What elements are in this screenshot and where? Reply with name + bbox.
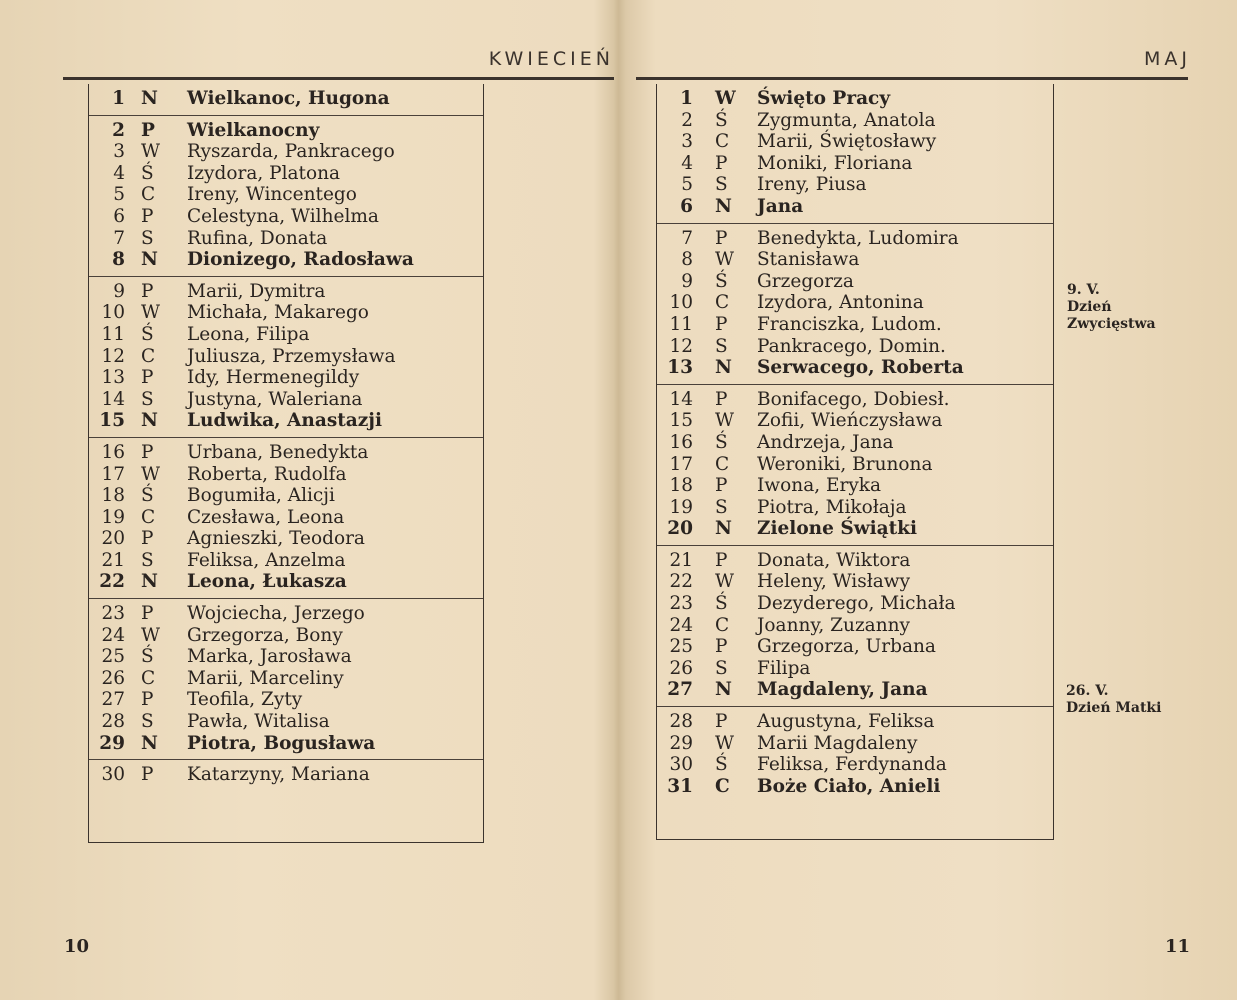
day-of-week: P — [715, 711, 728, 733]
day-of-week: P — [715, 388, 728, 410]
day-of-week: P — [141, 367, 154, 389]
day-of-week: S — [141, 711, 154, 733]
day-number: 5 — [681, 174, 693, 196]
day-row — [657, 314, 1053, 336]
day-of-week: N — [141, 88, 158, 109]
day-number: 27 — [667, 679, 693, 701]
name-days: Zofii, Wieńczysława — [757, 410, 943, 432]
day-row — [657, 550, 1053, 572]
day-row — [89, 442, 483, 464]
day-of-week: C — [715, 614, 730, 636]
week-block — [657, 707, 1053, 802]
name-days: Dionizego, Radosława — [187, 249, 414, 271]
day-of-week: S — [141, 227, 154, 249]
name-days: Benedykta, Ludomira — [757, 227, 959, 249]
day-row — [657, 174, 1053, 196]
day-of-week: N — [141, 410, 158, 432]
day-of-week: Ś — [715, 431, 728, 453]
day-number: 17 — [101, 463, 125, 485]
day-number: 26 — [669, 657, 693, 679]
name-days: Święto Pracy — [757, 88, 891, 109]
header-rule — [63, 77, 614, 80]
day-of-week: W — [715, 732, 735, 754]
day-number: 12 — [669, 335, 693, 357]
day-of-week: S — [141, 549, 154, 571]
day-of-week: S — [715, 496, 728, 518]
day-of-week: N — [715, 679, 732, 701]
week-block — [657, 385, 1053, 546]
day-of-week: P — [141, 689, 154, 711]
day-number: 4 — [113, 162, 125, 184]
day-number: 20 — [101, 528, 125, 550]
day-of-week: P — [715, 636, 728, 658]
day-of-week: N — [141, 249, 158, 271]
day-row — [657, 153, 1053, 175]
day-number: 21 — [101, 549, 125, 571]
week-block — [89, 438, 483, 599]
name-days: Ryszarda, Pankracego — [187, 141, 395, 163]
day-row — [89, 603, 483, 625]
day-of-week: C — [141, 667, 156, 689]
name-days: Bonifacego, Dobiesł. — [757, 388, 950, 410]
name-days: Michała, Makarego — [187, 302, 369, 324]
day-number: 1 — [112, 88, 125, 109]
day-number: 10 — [101, 302, 125, 324]
day-number: 13 — [667, 357, 693, 379]
day-of-week: C — [715, 292, 730, 314]
note-date: 9. V. — [1067, 282, 1100, 298]
day-row — [89, 367, 483, 389]
day-number: 15 — [99, 410, 125, 432]
holiday-note-mothers-day — [1066, 683, 1161, 717]
week-block — [89, 84, 483, 116]
day-row — [657, 389, 1053, 411]
day-number: 23 — [101, 603, 125, 625]
day-of-week: W — [141, 302, 161, 324]
day-of-week: C — [141, 506, 156, 528]
day-number: 7 — [113, 227, 125, 249]
day-of-week: S — [715, 657, 728, 679]
day-row — [657, 410, 1053, 432]
name-days: Marii Magdaleny — [757, 732, 918, 754]
day-of-week: P — [141, 119, 155, 141]
name-days: Wielkanoc, Hugona — [187, 88, 390, 109]
day-number: 19 — [101, 506, 125, 528]
day-number: 19 — [669, 496, 693, 518]
name-days: Roberta, Rudolfa — [187, 463, 347, 485]
day-row — [89, 571, 483, 593]
day-number: 2 — [681, 109, 693, 131]
day-row — [89, 302, 483, 324]
name-days: Franciszka, Ludom. — [757, 313, 942, 335]
day-of-week: W — [715, 410, 735, 432]
day-row — [657, 110, 1053, 132]
name-days: Boże Ciało, Anieli — [757, 775, 941, 797]
day-row — [657, 571, 1053, 593]
name-days: Iwona, Eryka — [757, 475, 882, 497]
name-days: Juliusza, Przemysława — [187, 345, 396, 367]
day-of-week: N — [715, 518, 732, 540]
name-days: Marii, Marceliny — [187, 667, 344, 689]
day-number: 5 — [113, 184, 125, 206]
name-days: Teofila, Zyty — [187, 689, 303, 711]
name-days: Ireny, Wincentego — [187, 184, 357, 206]
day-of-week: N — [141, 571, 158, 593]
name-days: Celestyna, Wilhelma — [187, 205, 379, 227]
day-number: 8 — [112, 249, 125, 271]
day-row — [657, 432, 1053, 454]
day-number: 30 — [669, 754, 693, 776]
note-date: 26. V. — [1066, 683, 1109, 699]
day-row — [89, 625, 483, 647]
day-of-week: P — [141, 603, 154, 625]
day-number: 24 — [669, 614, 693, 636]
day-number: 23 — [669, 593, 693, 615]
name-days: Weroniki, Brunona — [757, 453, 933, 475]
calendar-table — [88, 84, 484, 843]
name-days: Grzegorza, Urbana — [757, 636, 936, 658]
day-number: 21 — [669, 549, 693, 571]
day-row — [89, 464, 483, 486]
day-of-week: P — [715, 152, 728, 174]
day-number: 17 — [669, 453, 693, 475]
day-row — [657, 475, 1053, 497]
day-of-week: C — [715, 453, 730, 475]
day-number: 26 — [101, 667, 125, 689]
name-days: Serwacego, Roberta — [757, 357, 964, 379]
day-row — [657, 776, 1053, 798]
day-of-week: Ś — [715, 593, 728, 615]
name-days: Agnieszki, Teodora — [187, 528, 365, 550]
name-days: Dezyderego, Michała — [757, 593, 956, 615]
day-of-week: C — [715, 131, 730, 153]
name-days: Wojciecha, Jerzego — [187, 603, 365, 625]
day-number: 11 — [669, 313, 693, 335]
header-rule — [636, 77, 1188, 80]
day-row — [657, 357, 1053, 379]
day-of-week: C — [141, 184, 156, 206]
day-row — [89, 163, 483, 185]
day-row — [89, 184, 483, 206]
day-of-week: P — [715, 475, 728, 497]
week-block — [657, 224, 1053, 385]
day-row — [657, 733, 1053, 755]
day-of-week: N — [715, 357, 732, 379]
day-row — [657, 292, 1053, 314]
day-of-week: W — [715, 249, 735, 271]
name-days: Katarzyny, Mariana — [187, 764, 370, 786]
name-days: Grzegorza, Bony — [187, 624, 343, 646]
day-row — [657, 249, 1053, 271]
day-of-week: P — [715, 313, 728, 335]
day-number: 16 — [101, 441, 125, 463]
day-number: 15 — [669, 410, 693, 432]
day-of-week: W — [141, 463, 161, 485]
day-row — [89, 550, 483, 572]
day-of-week: P — [715, 227, 728, 249]
day-of-week: Ś — [141, 646, 154, 668]
name-days: Leona, Łukasza — [187, 571, 347, 593]
day-row — [657, 615, 1053, 637]
day-number: 14 — [101, 388, 125, 410]
day-number: 7 — [681, 227, 693, 249]
day-row — [89, 281, 483, 303]
name-days: Joanny, Zuzanny — [757, 614, 910, 636]
name-days: Filipa — [757, 657, 811, 679]
day-number: 2 — [112, 119, 125, 141]
name-days: Magdaleny, Jana — [757, 679, 928, 701]
week-block — [89, 760, 483, 791]
holiday-note-victory-day — [1067, 282, 1156, 333]
day-number: 6 — [113, 205, 125, 227]
day-row — [657, 711, 1053, 733]
day-number: 28 — [101, 711, 125, 733]
day-number: 10 — [669, 292, 693, 314]
day-number: 31 — [667, 775, 693, 797]
week-block — [89, 116, 483, 277]
day-of-week: N — [141, 732, 158, 754]
week-block — [89, 599, 483, 760]
day-number: 12 — [101, 345, 125, 367]
day-of-week: P — [141, 764, 154, 786]
day-of-week: P — [141, 441, 154, 463]
day-row — [657, 336, 1053, 358]
day-row — [89, 410, 483, 432]
day-row — [657, 636, 1053, 658]
day-row — [657, 228, 1053, 250]
day-row — [89, 764, 483, 786]
day-row — [89, 324, 483, 346]
note-text: Dzień — [1067, 299, 1112, 315]
day-of-week: S — [141, 388, 154, 410]
name-days: Moniki, Floriana — [757, 152, 913, 174]
name-days: Izydora, Antonina — [757, 292, 924, 314]
name-days: Heleny, Wisławy — [757, 571, 911, 593]
note-text: Dzień Matki — [1066, 700, 1162, 716]
day-of-week: W — [715, 88, 736, 109]
page-may — [620, 0, 1237, 1000]
day-of-week: C — [141, 345, 156, 367]
name-days: Piotra, Bogusława — [187, 732, 376, 754]
day-number: 1 — [680, 88, 693, 109]
name-days: Pawła, Witalisa — [187, 711, 330, 733]
day-of-week: W — [715, 571, 735, 593]
day-number: 25 — [101, 646, 125, 668]
week-list — [89, 84, 483, 791]
name-days: Leona, Filipa — [187, 323, 310, 345]
page-number: 11 — [1165, 936, 1191, 957]
name-days: Bogumiła, Alicji — [187, 485, 335, 507]
name-days: Pankracego, Domin. — [757, 335, 946, 357]
day-row — [657, 271, 1053, 293]
name-days: Grzegorza — [757, 270, 854, 292]
day-of-week: W — [141, 141, 161, 163]
day-row — [657, 88, 1053, 110]
day-number: 9 — [113, 280, 125, 302]
day-number: 25 — [669, 636, 693, 658]
day-row — [89, 346, 483, 368]
day-row — [657, 196, 1053, 218]
name-days: Feliksa, Ferdynanda — [757, 754, 947, 776]
day-row — [657, 518, 1053, 540]
name-days: Stanisława — [757, 249, 860, 271]
week-list — [657, 84, 1053, 802]
name-days: Rufina, Donata — [187, 227, 328, 249]
day-row — [89, 528, 483, 550]
week-block — [657, 546, 1053, 707]
name-days: Jana — [757, 195, 804, 217]
day-number: 6 — [680, 195, 693, 217]
name-days: Ireny, Piusa — [757, 174, 867, 196]
day-number: 29 — [669, 732, 693, 754]
day-row — [657, 679, 1053, 701]
day-row — [89, 646, 483, 668]
name-days: Justyna, Waleriana — [187, 388, 363, 410]
day-row — [657, 454, 1053, 476]
page-number: 10 — [64, 936, 90, 957]
name-days: Zielone Świątki — [757, 518, 918, 540]
day-of-week: Ś — [141, 323, 154, 345]
name-days: Izydora, Platona — [187, 162, 341, 184]
day-number: 13 — [101, 367, 125, 389]
day-row — [89, 389, 483, 411]
day-of-week: W — [141, 624, 161, 646]
name-days: Marii, Świętosławy — [757, 131, 937, 153]
day-number: 27 — [101, 689, 125, 711]
week-block — [657, 84, 1053, 224]
day-row — [89, 668, 483, 690]
day-number: 28 — [669, 711, 693, 733]
day-number: 24 — [101, 624, 125, 646]
day-row — [89, 711, 483, 733]
day-number: 8 — [681, 249, 693, 271]
day-number: 22 — [99, 571, 125, 593]
name-days: Marka, Jarosława — [187, 646, 352, 668]
day-row — [89, 206, 483, 228]
day-row — [657, 131, 1053, 153]
day-of-week: P — [141, 280, 154, 302]
day-row — [89, 249, 483, 271]
day-row — [89, 88, 483, 110]
day-number: 3 — [113, 141, 125, 163]
day-row — [657, 754, 1053, 776]
day-of-week: Ś — [715, 754, 728, 776]
day-number: 11 — [101, 323, 125, 345]
calendar-table — [656, 84, 1054, 840]
day-number: 20 — [667, 518, 693, 540]
day-row — [657, 497, 1053, 519]
day-of-week: N — [715, 195, 732, 217]
day-row — [89, 141, 483, 163]
name-days: Andrzeja, Jana — [757, 431, 894, 453]
day-number: 4 — [681, 152, 693, 174]
day-number: 18 — [669, 475, 693, 497]
day-of-week: Ś — [715, 270, 728, 292]
day-number: 9 — [681, 270, 693, 292]
name-days: Augustyna, Feliksa — [757, 711, 935, 733]
day-of-week: P — [141, 528, 154, 550]
day-of-week: Ś — [715, 109, 728, 131]
name-days: Ludwika, Anastazji — [187, 410, 382, 432]
name-days: Piotra, Mikołaja — [757, 496, 907, 518]
day-number: 14 — [669, 388, 693, 410]
name-days: Wielkanocny — [187, 119, 320, 141]
name-days: Urbana, Benedykta — [187, 441, 369, 463]
name-days: Marii, Dymitra — [187, 280, 326, 302]
day-row — [657, 658, 1053, 680]
day-number: 22 — [669, 571, 693, 593]
day-number: 3 — [681, 131, 693, 153]
day-of-week: P — [141, 205, 154, 227]
name-days: Feliksa, Anzelma — [187, 549, 346, 571]
day-row — [89, 485, 483, 507]
day-number: 29 — [99, 732, 125, 754]
day-row — [89, 228, 483, 250]
day-row — [89, 733, 483, 755]
name-days: Donata, Wiktora — [757, 549, 911, 571]
day-row — [89, 120, 483, 142]
name-days: Idy, Hermenegildy — [187, 367, 360, 389]
day-of-week: S — [715, 174, 728, 196]
month-title: KWIECIEŃ — [488, 48, 614, 70]
week-block — [89, 277, 483, 438]
day-of-week: Ś — [141, 485, 154, 507]
day-number: 16 — [669, 431, 693, 453]
day-number: 18 — [101, 485, 125, 507]
day-of-week: Ś — [141, 162, 154, 184]
day-of-week: C — [715, 775, 730, 797]
day-row — [89, 689, 483, 711]
note-text: Zwycięstwa — [1067, 316, 1156, 332]
month-title: MAJ — [1144, 48, 1191, 70]
day-row — [657, 593, 1053, 615]
day-of-week: S — [715, 335, 728, 357]
day-number: 30 — [101, 764, 125, 786]
name-days: Zygmunta, Anatola — [757, 109, 936, 131]
day-row — [89, 507, 483, 529]
day-of-week: P — [715, 549, 728, 571]
page-april — [0, 0, 614, 1000]
name-days: Czesława, Leona — [187, 506, 345, 528]
